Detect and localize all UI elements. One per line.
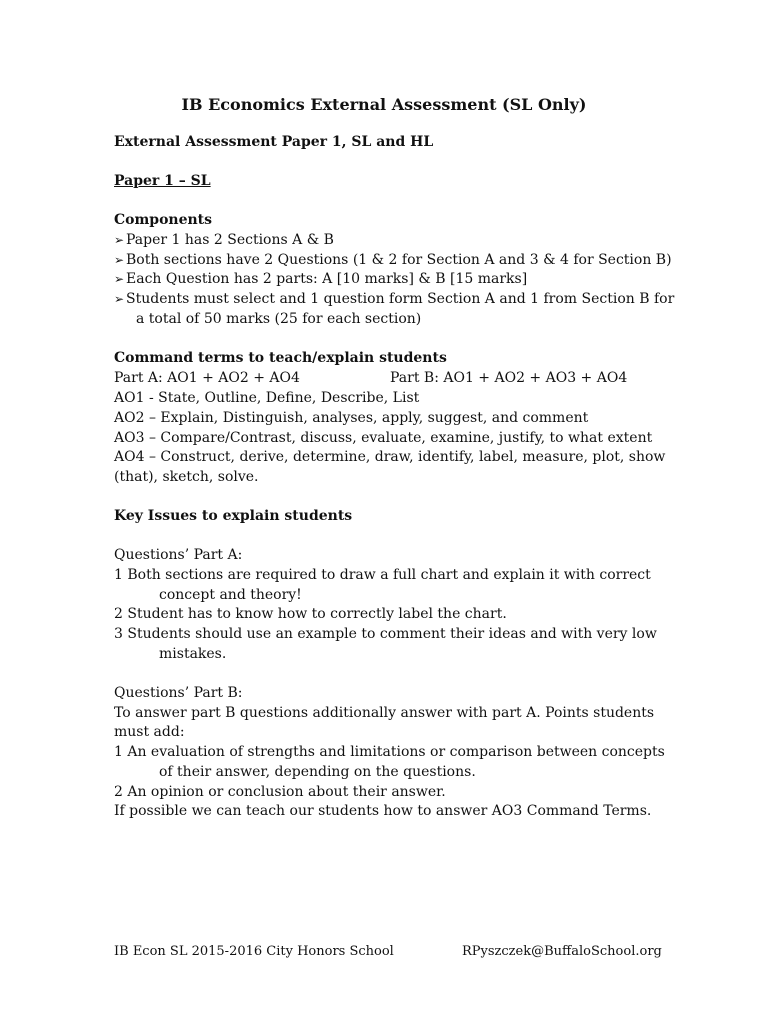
- part-b-intro-line-1: To answer part B questions additionally answer with part A. Points students: [114, 705, 655, 721]
- part-a-heading: Questions’ Part A:: [114, 547, 243, 563]
- part-b-item-1-continuation: of their answer, depending on the questions.: [159, 764, 476, 780]
- command-terms-ao4-continuation: (that), sketch, solve.: [114, 469, 259, 485]
- arrow-bullet-icon: ➢: [114, 233, 125, 247]
- arrow-bullet-icon: ➢: [114, 292, 125, 306]
- part-b-item-1: 1 An evaluation of strengths and limitations or comparison between concepts: [114, 744, 665, 760]
- part-b-closing: If possible we can teach our students how to answer AO3 Command Terms.: [114, 803, 652, 819]
- part-b-heading: Questions’ Part B:: [114, 685, 243, 701]
- command-terms-ao4: AO4 – Construct, derive, determine, draw, identify, label, measure, plot, show: [114, 449, 666, 465]
- arrow-bullet-icon: ➢: [114, 272, 125, 286]
- command-terms-part-a: Part A: AO1 + AO2 + AO4: [114, 370, 300, 386]
- part-a-item-1-continuation: concept and theory!: [159, 587, 302, 603]
- part-b-item-2: 2 An opinion or conclusion about their answer.: [114, 784, 446, 800]
- part-a-item-1: 1 Both sections are required to draw a full chart and explain it with correct: [114, 567, 651, 583]
- part-a-item-3: 3 Students should use an example to comment their ideas and with very low: [114, 626, 657, 642]
- document-title: IB Economics External Assessment (SL Only): [181, 95, 587, 114]
- paper-heading: Paper 1 – SL: [114, 173, 211, 189]
- part-a-item-3-continuation: mistakes.: [159, 646, 227, 662]
- components-bullet-4: ➢ Students must select and 1 question form Section A and 1 from Section B for: [114, 291, 675, 307]
- components-bullet-1: ➢ Paper 1 has 2 Sections A & B: [114, 232, 334, 248]
- components-heading: Components: [114, 212, 213, 228]
- footer-email: RPyszczek@BuffaloSchool.org: [462, 944, 662, 959]
- command-terms-ao3: AO3 – Compare/Contrast, discuss, evaluate, examine, justify, to what extent: [114, 430, 653, 446]
- components-bullet-3: ➢ Each Question has 2 parts: A [10 marks] & B [15 marks]: [114, 271, 528, 287]
- footer-course-info: IB Econ SL 2015-2016 City Honors School: [114, 944, 394, 959]
- part-a-item-2: 2 Student has to know how to correctly label the chart.: [114, 606, 507, 622]
- command-terms-part-b: Part B: AO1 + AO2 + AO3 + AO4: [390, 370, 628, 386]
- subtitle: External Assessment Paper 1, SL and HL: [114, 134, 434, 150]
- key-issues-heading: Key Issues to explain students: [114, 508, 353, 524]
- components-bullet-2: ➢ Both sections have 2 Questions (1 & 2 for Section A and 3 & 4 for Section B): [114, 252, 672, 268]
- part-b-intro-line-2: must add:: [114, 724, 185, 740]
- arrow-bullet-icon: ➢: [114, 253, 125, 267]
- command-terms-heading: Command terms to teach/explain students: [114, 350, 447, 366]
- command-terms-ao2: AO2 – Explain, Distinguish, analyses, apply, suggest, and comment: [114, 410, 589, 426]
- command-terms-ao1: AO1 - State, Outline, Define, Describe, List: [114, 390, 420, 406]
- components-bullet-4-continuation: a total of 50 marks (25 for each section): [136, 311, 422, 327]
